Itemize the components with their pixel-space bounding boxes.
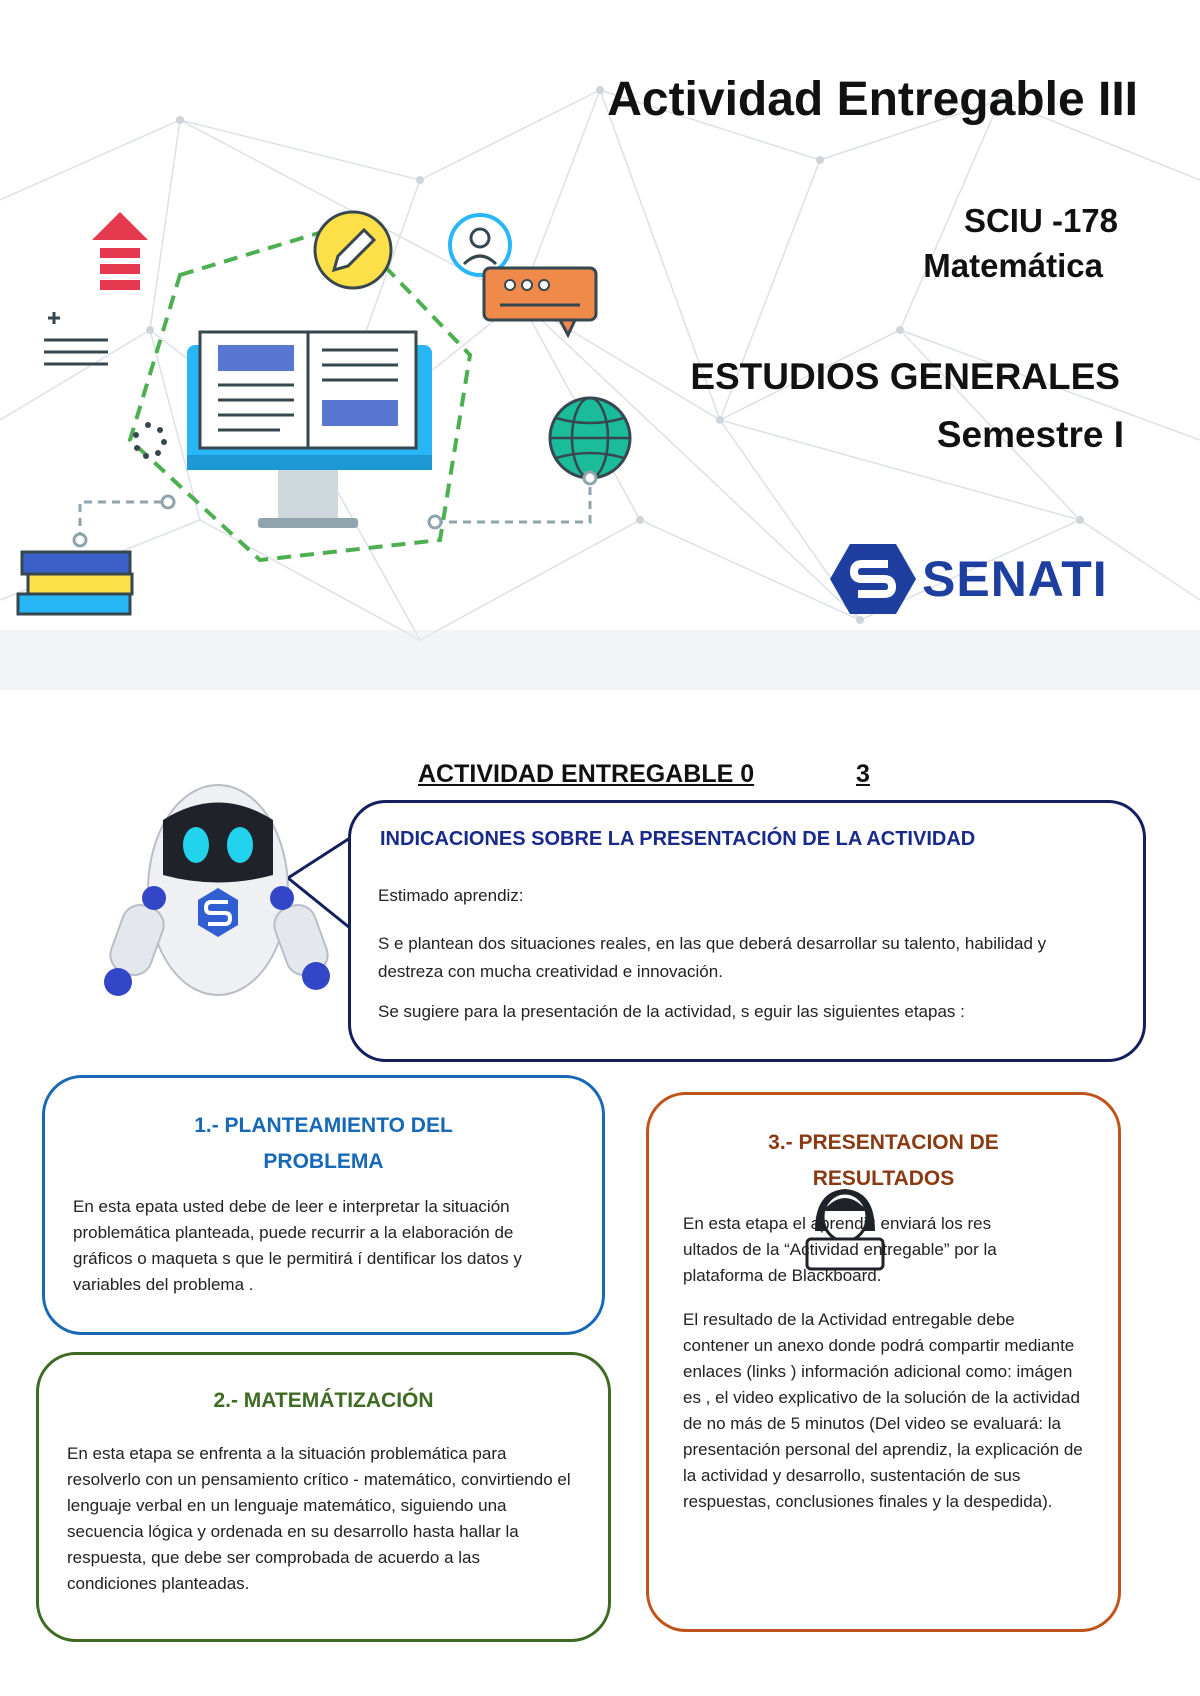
stage-3-title-line-2: RESULTADOS	[812, 1167, 955, 1190]
books-icon	[18, 552, 132, 614]
stage-3-body-1: En esta etapa el aprendiz enviará los res ultados de la “Actividad entregable” por la plataforma de Blackboard.	[683, 1214, 997, 1285]
notes-icon	[44, 312, 108, 364]
course-code: SCIU -178	[963, 202, 1118, 239]
stage-2-body: En esta etapa se enfrenta a la situación problemática para resolverlo con un pensamiento crítico - matemático, convirtiendo el lenguaje verbal en un lenguaje matemático, siguiendo una secuencia lógica y ordenada en su desarrollo hasta hallar la respuesta, que debe ser comprobada de acuerdo a las condiciones planteadas.	[67, 1444, 571, 1593]
cover-title: Actividad Entregable III	[607, 73, 1138, 126]
instructions-greeting: Estimado aprendiz:	[378, 886, 524, 905]
stage-3-body-2: El resultado de la Actividad entregable debe contener un anexo donde podrá compartir mediante enlaces (links ) información adicional como: imágen es , el video explicativo de la solución de la actividad de no más de 5 minutos (Del video se evaluará: la presentación personal del aprendiz, la explicación de la actividad y desarrollo, sustentación de sus respuestas, conclusiones finales y la despedida).	[683, 1310, 1083, 1511]
stage-1-body: En esta epata usted debe de leer e interpretar la situación problemática planteada, puede recurrir a la elaboración de gráficos o maqueta s que le permitirá í dentificar los datos y variables del problema .	[73, 1197, 522, 1294]
stage-3-title-line-1: 3.- PRESENTACION DE	[768, 1131, 999, 1154]
stage-1-title-line-2: PROBLEMA	[263, 1150, 384, 1173]
course-subject: Matemática	[923, 247, 1103, 284]
user-chat-icon	[450, 215, 596, 335]
stage-1-box	[42, 1075, 605, 1335]
activity-number: 3	[856, 760, 870, 788]
senati-logo	[830, 544, 1150, 614]
instructions-paragraph-1: S e plantean dos situaciones reales, en las que deberá desarrollar su talento, habilidad y destreza con mucha creatividad e innovación.	[378, 934, 1047, 981]
studies-label: ESTUDIOS GENERALES	[690, 356, 1120, 397]
senati-logo-text: SENATI	[922, 551, 1108, 607]
stage-3-box	[646, 1092, 1121, 1632]
loading-icon	[133, 422, 167, 459]
upload-arrow-icon	[92, 212, 148, 290]
instructions-title: INDICACIONES SOBRE LA PRESENTACIÓN DE LA ACTIVIDAD	[380, 828, 976, 850]
activity-heading: ACTIVIDAD ENTREGABLE 0	[418, 760, 755, 788]
stage-2-title: 2.- MATEMÁTIZACIÓN	[213, 1389, 434, 1412]
stage-2-box	[36, 1352, 611, 1642]
stage-1-title-line-1: 1.- PLANTEAMIENTO DEL	[194, 1114, 453, 1137]
instructions-paragraph-2: Se sugiere para la presentación de la actividad, s eguir las siguientes etapas :	[378, 1002, 965, 1021]
semester-label: Semestre I	[936, 414, 1124, 455]
cover-section	[0, 0, 1200, 690]
senati-logo-icon	[830, 544, 916, 614]
monitor-icon	[187, 332, 432, 528]
pencil-icon	[315, 212, 391, 288]
globe-icon	[550, 398, 630, 478]
